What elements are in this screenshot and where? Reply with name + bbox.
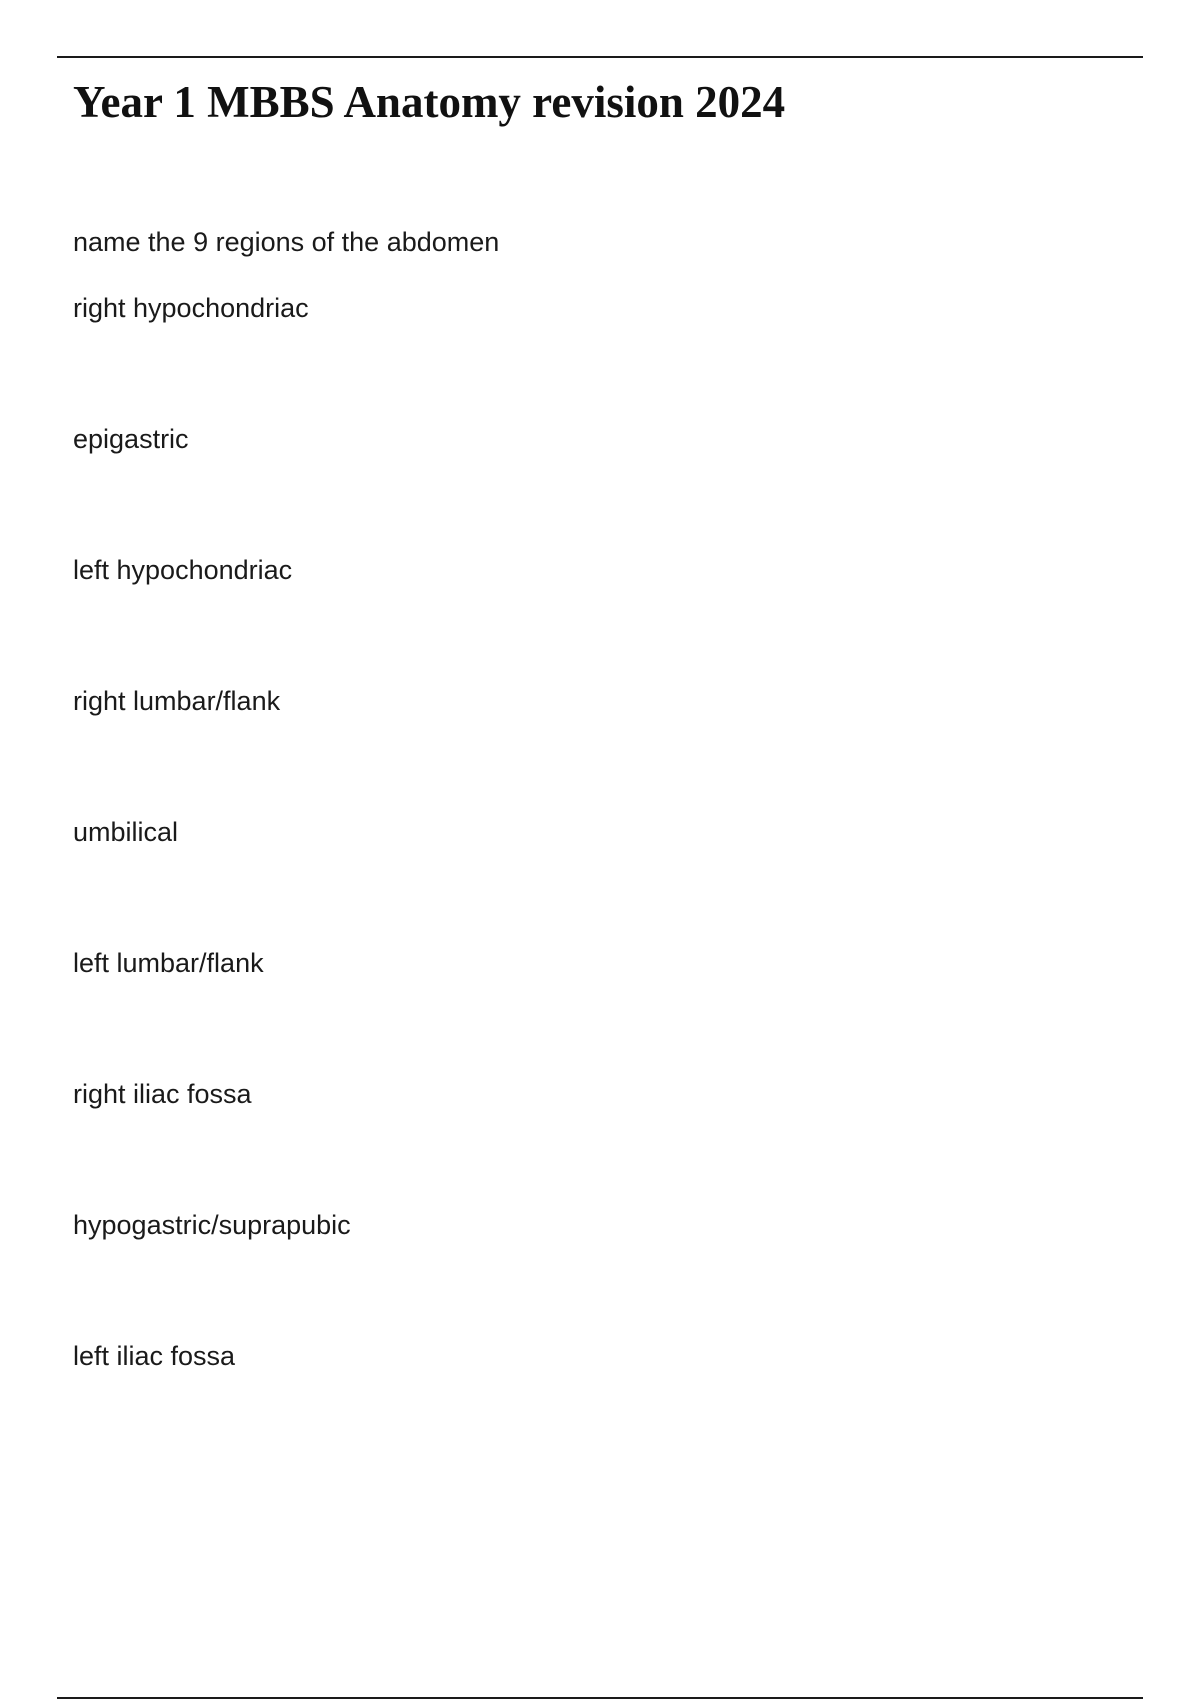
- answer-list: [73, 288, 351, 1467]
- top-divider: [57, 56, 1143, 58]
- answer-item-right-iliac-fossa: right iliac fossa: [73, 1079, 252, 1109]
- answer-item-right-hypochondriac: right hypochondriac: [73, 293, 309, 323]
- answer-item-umbilical: umbilical: [73, 817, 179, 847]
- question-text: name the 9 regions of the abdomen: [73, 227, 500, 257]
- bottom-divider: [57, 1697, 1143, 1699]
- answer-item-right-lumbar: right lumbar/flank: [73, 686, 281, 716]
- answer-item-hypogastric: hypogastric/suprapubic: [73, 1210, 351, 1240]
- document-title: Year 1 MBBS Anatomy revision 2024: [73, 77, 786, 127]
- answer-item-left-lumbar: left lumbar/flank: [73, 948, 264, 978]
- answer-item-left-iliac-fossa: left iliac fossa: [73, 1341, 236, 1371]
- answer-item-left-hypochondriac: left hypochondriac: [73, 555, 293, 585]
- answer-item-epigastric: epigastric: [73, 424, 189, 454]
